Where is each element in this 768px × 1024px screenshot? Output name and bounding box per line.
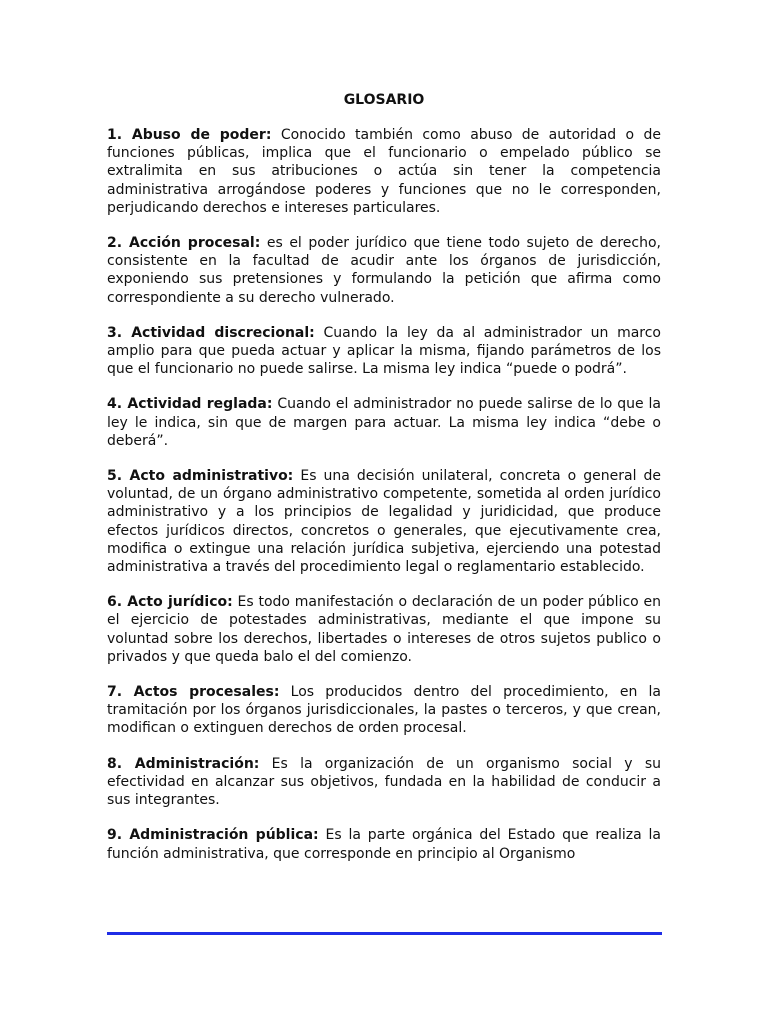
entry-term: 5. Acto administrativo: — [107, 468, 294, 485]
entry-definition: Es una decisión unilateral, concreta o general de voluntad, de un órgano administrativo competente, sometida al orden jurídico administrativo y a los principios de legalidad y juridicidad, que produce efectos jurídicos directos, concretos o generales, que ejecutivamente crea, modifica o extingue una relación jurídica subjetiva, ejerciendo una potestad administrativa a través del procedimiento legal o reglamentario establecido. — [107, 468, 662, 576]
document-title: GLOSARIO — [343, 92, 425, 108]
entry-definition: Cuando la ley da al administrador un marco amplio para que pueda actuar y aplicar la misma, fijando parámetros de los que el funcionario no puede salirse. La misma ley indica “puede o podrá”. — [107, 324, 661, 378]
footer-divider — [107, 932, 662, 935]
glossary-entry — [107, 593, 661, 666]
entry-term: 8. Administración: — [107, 755, 260, 772]
entry-term: 9. Administración pública: — [107, 827, 319, 844]
entry-term: 3. Actividad discrecional: — [107, 324, 315, 341]
glossary-entry — [107, 324, 661, 379]
entry-definition: Es la parte orgánica del Estado que realiza la función administrativa, que corresponde en principio al Organismo — [107, 827, 662, 862]
entry-term: 4. Actividad reglada: — [107, 396, 273, 413]
glossary-entry — [107, 126, 661, 217]
entry-definition: Es la organización de un organismo social y su efectividad en alcanzar sus objetivos, fundada en la habilidad de conducir a sus integrantes. — [107, 755, 661, 809]
entry-definition: es el poder jurídico que tiene todo sujeto de derecho, consistente en la facultad de acudir ante los órganos de jurisdicción, exponiendo sus pretensiones y formulando la petición que afirma como correspondiente a su derecho vulnerado. — [107, 235, 662, 306]
document-page — [107, 90, 661, 880]
entry-term: 1. Abuso de poder: — [107, 127, 272, 143]
entry-definition: Cuando el administrador no puede salirse de lo que la ley le indica, sin que de margen para actuar. La misma ley indica “debe o deberá”. — [107, 396, 662, 449]
entry-definition: Es todo manifestación o declaración de un poder público en el ejercicio de potestades administrativas, mediante el que impone su voluntad sobre los derechos, libertades o intereses de otros sujetos publico o privados y que queda balo el del comienzo. — [107, 594, 661, 665]
entry-term: 2. Acción procesal: — [107, 235, 261, 252]
glossary-entry — [107, 683, 661, 738]
entry-definition: Conocido también como abuso de autoridad o de funciones públicas, implica que el funcionario o empelado público se extralimita en sus atribuciones o actúa sin tener la competencia administrativa arrogándose poderes y funciones que no le corresponden, perjudicando derechos e intereses particulares. — [107, 127, 661, 216]
glossary-entry — [107, 826, 661, 862]
glossary-entry — [107, 467, 661, 576]
glossary-entry — [107, 395, 661, 450]
glossary-entry — [107, 234, 661, 307]
glossary-entry — [107, 755, 661, 810]
entry-term: 7. Actos procesales: — [107, 684, 280, 701]
entry-definition: Los producidos dentro del procedimiento, en la tramitación por los órganos jurisdiccionales, la pastes o terceros, y que crean, modifican o extinguen derechos de orden procesal. — [107, 684, 661, 737]
entry-term: 6. Acto jurídico: — [107, 594, 233, 611]
